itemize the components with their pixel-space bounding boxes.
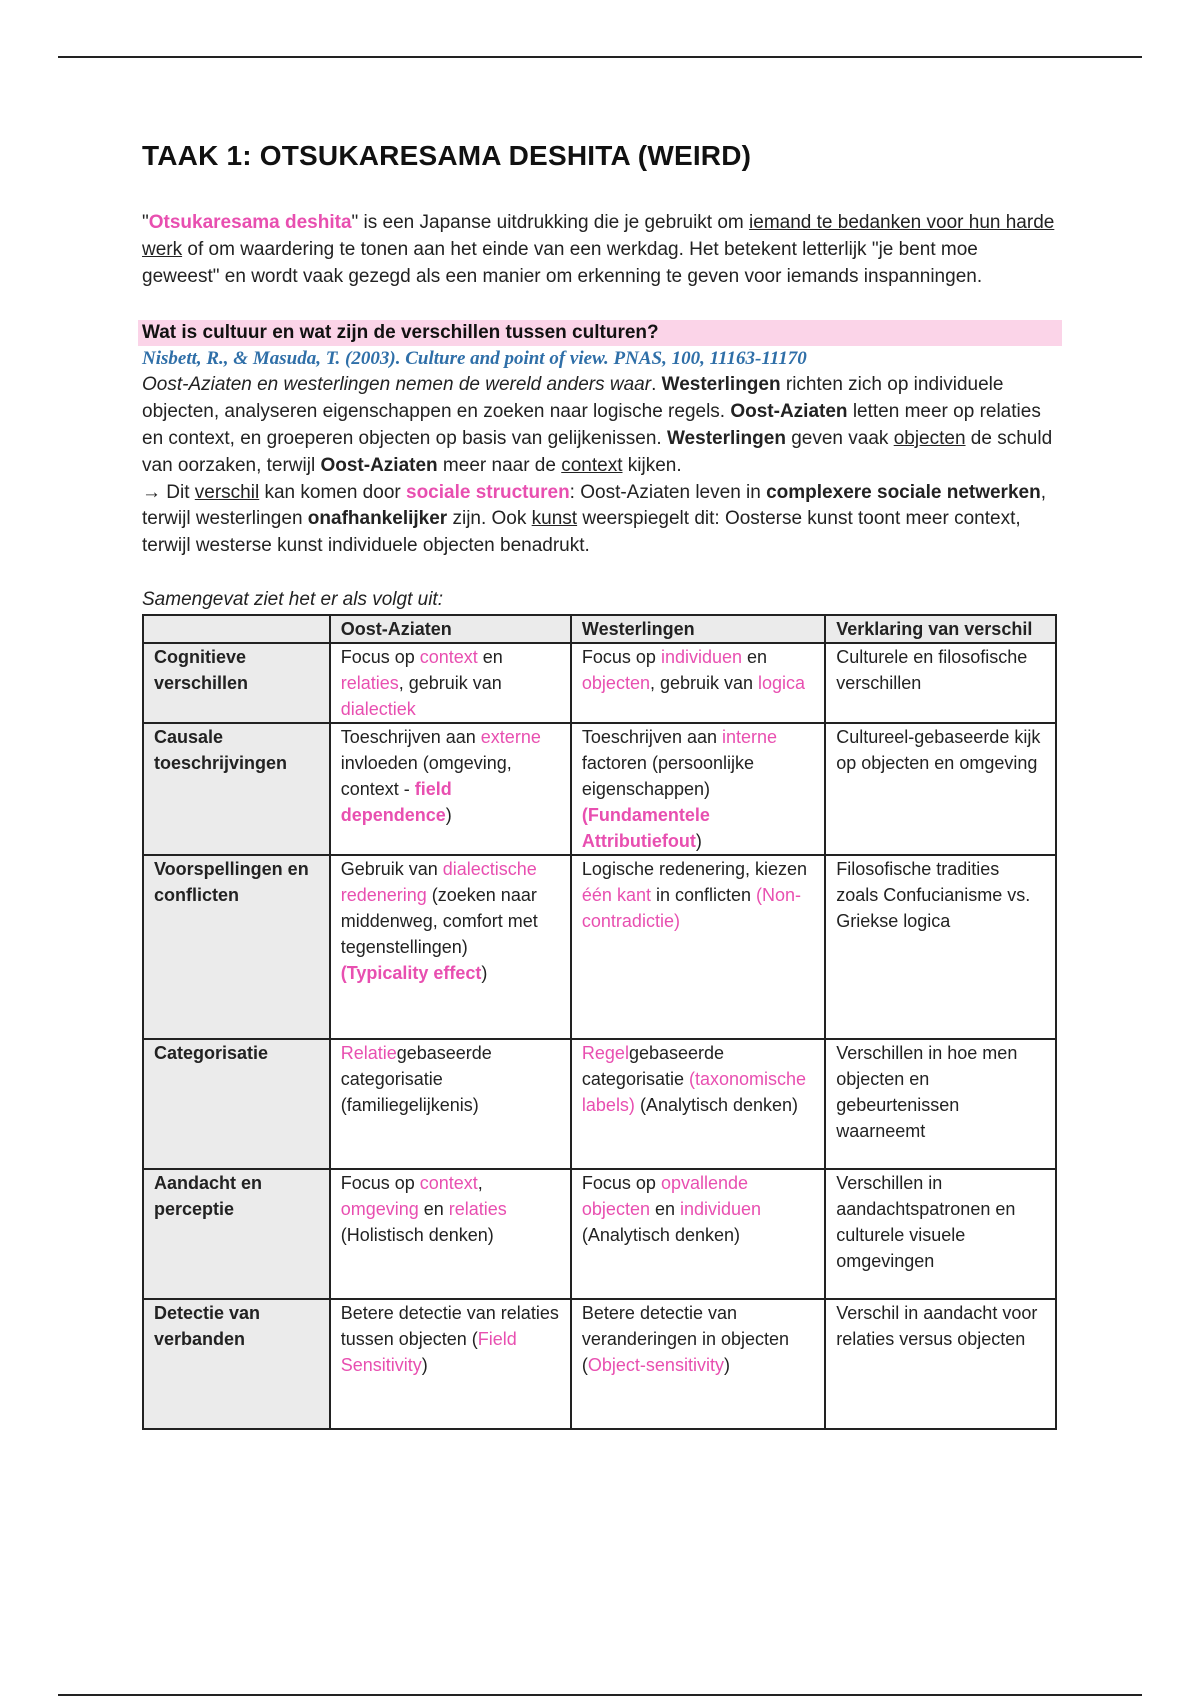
cell-verklaring: Culturele en filosofische verschillen [825, 643, 1056, 723]
row-label: Cognitieve verschillen [143, 643, 330, 723]
summary-label: Samengevat ziet het er als volgt uit: [142, 588, 443, 610]
table-row [143, 643, 1056, 723]
cell-oost: Relatiegebaseerde categorisatie (familiegelijkenis) [330, 1039, 571, 1169]
table-header-cell: Oost-Aziaten [330, 615, 571, 643]
cell-oost: Gebruik van dialectische redenering (zoeken naar middenweg, comfort met tegenstellingen) (Typicality effect) [330, 855, 571, 1039]
cell-verklaring: Verschillen in aandachtspatronen en culturele visuele omgevingen [825, 1169, 1056, 1299]
cell-west: Toeschrijven aan interne factoren (persoonlijke eigenschappen) (Fundamentele Attributiefout) [571, 723, 825, 855]
citation: Nisbett, R., & Masuda, T. (2003). Culture and point of view. PNAS, 100, 11163-11170 [142, 348, 807, 370]
table-header-cell: Westerlingen [571, 615, 825, 643]
cell-verklaring: Verschillen in hoe men objecten en gebeurtenissen waarneemt [825, 1039, 1056, 1169]
cell-oost: Betere detectie van relaties tussen objecten (Field Sensitivity) [330, 1299, 571, 1429]
cell-verklaring: Cultureel-gebaseerde kijk op objecten en omgeving [825, 723, 1056, 855]
cell-verklaring: Verschil in aandacht voor relaties versus objecten [825, 1299, 1056, 1429]
cell-west: Betere detectie van veranderingen in objecten (Object-sensitivity) [571, 1299, 825, 1429]
row-label: Categorisatie [143, 1039, 330, 1169]
cell-west: Regelgebaseerde categorisatie (taxonomische labels) (Analytisch denken) [571, 1039, 825, 1169]
japanese-term: Otsukaresama deshita [148, 212, 352, 233]
cell-west: Focus op opvallende objecten en individuen (Analytisch denken) [571, 1169, 825, 1299]
body-paragraph-2: → Dit verschil kan komen door sociale structuren: Oost-Aziaten leven in complexere sociale netwerken, terwijl westerlingen onafhankelijker zijn. Ook kunst weerspiegelt dit: Oosterse kunst toont meer context, terwijl westerse kunst individuele objecten benadrukt. [142, 481, 1046, 557]
cell-oost: Focus op context, omgeving en relaties (Holistisch denken) [330, 1169, 571, 1299]
row-label: Aandacht en perceptie [143, 1169, 330, 1299]
cell-oost: Toeschrijven aan externe invloeden (omgeving, context - field dependence) [330, 723, 571, 855]
intro-paragraph: "Otsukaresama deshita" is een Japanse uitdrukking die je gebruikt om iemand te bedanken voor hun harde werk of om waardering te tonen aan het einde van een werkdag. Het betekent letterlijk "je bent moe geweest" en wordt vaak gezegd als een manier om erkenning te geven voor iemands inspanningen. [142, 212, 1055, 287]
cell-verklaring: Filosofische tradities zoals Confucianisme vs. Griekse logica [825, 855, 1056, 1039]
section-question: Wat is cultuur en wat zijn de verschillen tussen culturen? [138, 320, 1062, 346]
comparison-table [142, 614, 1057, 1430]
table-row [143, 723, 1056, 855]
row-label: Causale toeschrijvingen [143, 723, 330, 855]
table-row [143, 1039, 1056, 1169]
table-header-cell [143, 615, 330, 643]
page-title: TAAK 1: OTSUKARESAMA DESHITA (WEIRD) [142, 140, 752, 171]
cell-west: Logische redenering, kiezen één kant in conflicten (Non-contradictie) [571, 855, 825, 1039]
row-label: Voorspellingen en conflicten [143, 855, 330, 1039]
document-body [142, 140, 1058, 1430]
row-label: Detectie van verbanden [143, 1299, 330, 1429]
table-header-row [143, 615, 1056, 643]
footer-rule [58, 1694, 1142, 1696]
cell-oost: Focus op context en relaties, gebruik van dialectiek [330, 643, 571, 723]
cell-west: Focus op individuen en objecten, gebruik van logica [571, 643, 825, 723]
header-rule [58, 56, 1142, 58]
table-row [143, 1299, 1056, 1429]
table-row [143, 1169, 1056, 1299]
body-paragraph-1: Oost-Aziaten en westerlingen nemen de wereld anders waar. Westerlingen richten zich op individuele objecten, analyseren eigenschappen en zoeken naar logische regels. Oost-Aziaten letten meer op relaties en context, en groeperen objecten op basis van gelijkenissen. Westerlingen geven vaak objecten de schuld van oorzaken, terwijl Oost-Aziaten meer naar de context kijken. [142, 374, 1053, 476]
table-row [143, 855, 1056, 1039]
table-header-cell: Verklaring van verschil [825, 615, 1056, 643]
arrow-icon: → Dit [142, 481, 195, 503]
